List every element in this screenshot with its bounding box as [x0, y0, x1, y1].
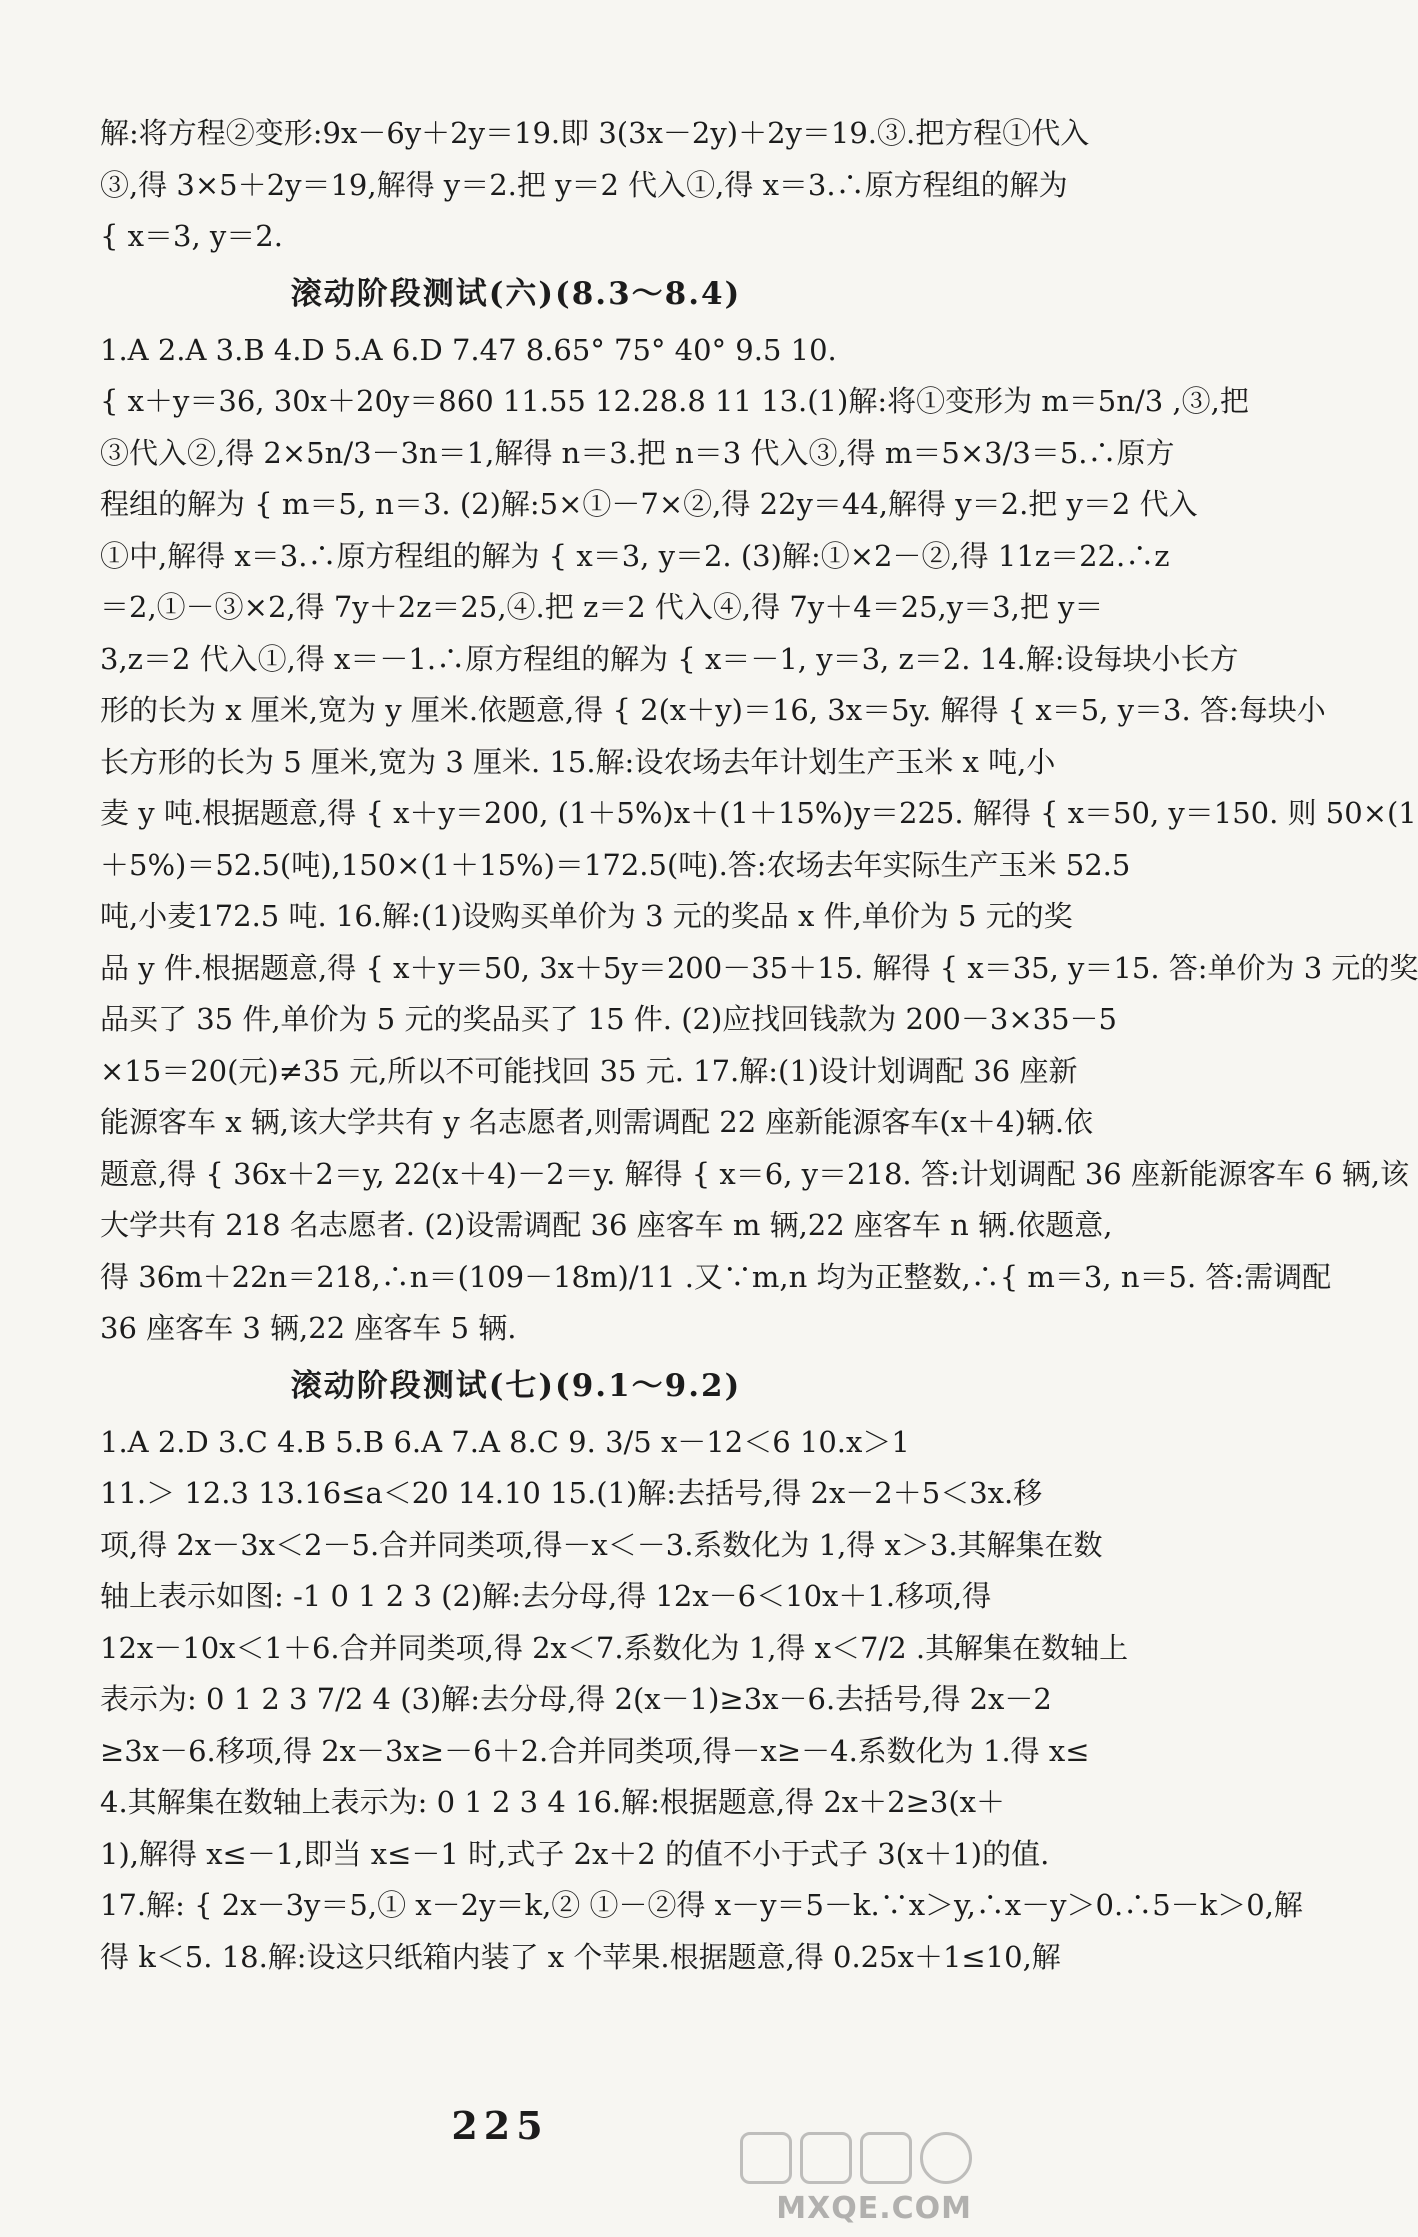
text-line: ＝2,①－③×2,得 7y＋2z＝25,④.把 z＝2 代入④,得 7y＋4＝25,y＝3,把 y＝	[100, 590, 1104, 624]
page-number: 225	[451, 2103, 549, 2148]
section-2	[100, 1355, 1303, 1984]
text-line: 17.解: { 2x－3y＝5,① x－2y＝k,② ①－②得 x－y＝5－k.∵x＞y,∴x－y＞0.∴5－k＞0,解	[100, 1888, 1303, 1922]
text-line: 12x－10x＜1＋6.合并同类项,得 2x＜7.系数化为 1,得 x＜7/2 .其解集在数轴上	[100, 1630, 1129, 1665]
text-line: 得 k＜5. 18.解:设这只纸箱内装了 x 个苹果.根据题意,得 0.25x＋1≤10,解	[100, 1939, 1061, 1974]
watermark-badge-icon	[740, 2132, 792, 2184]
text-line: ×15＝20(元)≠35 元,所以不可能找回 35 元. 17.解:(1)设计划调配 36 座新	[100, 1053, 1078, 1088]
text-line: { x＝3, y＝2.	[100, 219, 283, 253]
text-line: 大学共有 218 名志愿者. (2)设需调配 36 座客车 m 辆,22 座客车 n 辆.依题意,	[100, 1208, 1113, 1242]
text-line: 11.＞ 12.3 13.16≤a＜20 14.10 15.(1)解:去括号,得 2x－2＋5＜3x.移	[100, 1476, 1043, 1510]
watermark-logo	[732, 2130, 982, 2226]
text-line: 3,z＝2 代入①,得 x＝－1.∴原方程组的解为 { x＝－1, y＝3, z＝2. 14.解:设每块小长方	[100, 641, 1239, 676]
text-line: ③代入②,得 2×5n/3－3n＝1,解得 n＝3.把 n＝3 代入③,得 m＝5×3/3＝5.∴原方	[100, 435, 1175, 470]
text-line: 品买了 35 件,单价为 5 元的奖品买了 15 件. (2)应找回钱款为 200－3×35－5	[100, 1002, 1117, 1036]
text-line: 解:将方程②变形:9x－6y＋2y＝19.即 3(3x－2y)＋2y＝19.③.把方程①代入	[100, 116, 1090, 150]
text-line: 1.A 2.D 3.C 4.B 5.B 6.A 7.A 8.C 9. 3/5 x－12＜6 10.x＞1	[100, 1424, 910, 1459]
text-line: 程组的解为 { m＝5, n＝3. (2)解:5×①－7×②,得 22y＝44,解得 y＝2.把 y＝2 代入	[100, 487, 1198, 521]
text-line: 形的长为 x 厘米,宽为 y 厘米.依题意,得 { 2(x＋y)＝16, 3x＝5y. 解得 { x＝5, y＝3. 答:每块小	[100, 693, 1326, 727]
section-1	[100, 263, 1418, 1355]
text-line: 品 y 件.根据题意,得 { x＋y＝50, 3x＋5y＝200－35＋15. 解得 { x＝35, y＝15. 答:单价为 3 元的奖	[100, 950, 1418, 985]
text-line: { x＋y＝36, 30x＋20y＝860 11.55 12.28.8 11 13.(1)解:将①变形为 m＝5n/3 ,③,把	[100, 384, 1249, 418]
text-line: ③,得 3×5＋2y＝19,解得 y＝2.把 y＝2 代入①,得 x＝3.∴原方程组的解为	[100, 167, 1068, 202]
watermark-badge-icon	[860, 2132, 912, 2184]
text-line: 轴上表示如图: -1 0 1 2 3 (2)解:去分母,得 12x－6＜10x＋1.移项,得	[100, 1579, 992, 1613]
section-heading: 滚动阶段测试(七)(9.1～9.2)	[290, 1367, 742, 1404]
text-line: ＋5%)＝52.5(吨),150×(1＋15%)＝172.5(吨).答:农场去年实际生产玉米 52.5	[100, 847, 1131, 882]
watermark-badge-icon	[800, 2132, 852, 2184]
text-line: ≥3x－6.移项,得 2x－3x≥－6＋2.合并同类项,得－x≥－4.系数化为 1.得 x≤	[100, 1733, 1090, 1768]
text-line: 4.其解集在数轴上表示为: 0 1 2 3 4 16.解:根据题意,得 2x＋2≥3(x＋	[100, 1785, 1006, 1819]
text-line: 表示为: 0 1 2 3 7/2 4 (3)解:去分母,得 2(x－1)≥3x－6.去括号,得 2x－2	[100, 1682, 1052, 1716]
text-line: ①中,解得 x＝3.∴原方程组的解为 { x＝3, y＝2. (3)解:①×2－②,得 11z＝22.∴z	[100, 538, 1170, 573]
text-line: 吨,小麦172.5 吨. 16.解:(1)设购买单价为 3 元的奖品 x 件,单价为 5 元的奖	[100, 899, 1073, 933]
watermark-url: MXQE.COM	[776, 2191, 972, 2226]
section-heading: 滚动阶段测试(六)(8.3～8.4)	[290, 275, 742, 312]
watermark-badge-icon	[920, 2132, 972, 2184]
text-line: 题意,得 { 36x＋2＝y, 22(x＋4)－2＝y. 解得 { x＝6, y＝218. 答:计划调配 36 座新能源客车 6 辆,该	[100, 1156, 1410, 1191]
text-line: 1),解得 x≤－1,即当 x≤－1 时,式子 2x＋2 的值不小于式子 3(x＋1)的值.	[100, 1836, 1050, 1871]
text-line: 长方形的长为 5 厘米,宽为 3 厘米. 15.解:设农场去年计划生产玉米 x 吨,小	[100, 744, 1056, 779]
text-line: 项,得 2x－3x＜2－5.合并同类项,得－x＜－3.系数化为 1,得 x＞3.其解集在数	[100, 1527, 1103, 1562]
text-line: 36 座客车 3 辆,22 座客车 5 辆.	[100, 1311, 517, 1345]
section-0	[100, 108, 1090, 263]
text-line: 麦 y 吨.根据题意,得 { x＋y＝200, (1＋5%)x＋(1＋15%)y＝225. 解得 { x＝50, y＝150. 则 50×(1	[100, 796, 1417, 830]
text-line: 能源客车 x 辆,该大学共有 y 名志愿者,则需调配 22 座新能源客车(x＋4)辆.依	[100, 1105, 1094, 1139]
text-line: 得 36m＋22n＝218,∴n＝(109－18m)/11 .又∵m,n 均为正整数,∴{ m＝3, n＝5. 答:需调配	[100, 1259, 1332, 1294]
text-line: 1.A 2.A 3.B 4.D 5.A 6.D 7.47 8.65° 75° 40° 9.5 10.	[100, 332, 837, 367]
